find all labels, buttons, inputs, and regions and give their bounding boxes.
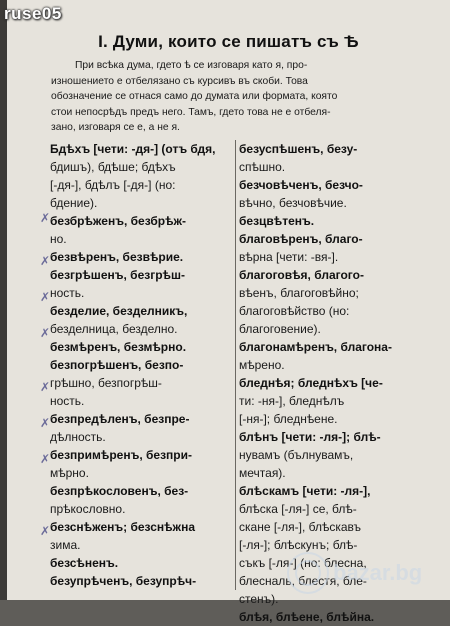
entry-headword-line: блѣя, блѣене, блѣйна. — [239, 610, 375, 624]
watermark-text: bazar.bg — [333, 560, 423, 585]
entry-continuation-line: спѣшно. — [239, 160, 286, 174]
section-title: I. Думи, които се пишатъ съ Ѣ — [98, 32, 359, 51]
entry-headword-line: безпогрѣшенъ, безпо- — [50, 358, 184, 372]
watermark-logo: ruse05 — [4, 4, 62, 23]
column-divider — [235, 140, 236, 590]
entry-headword-line: безсѣненъ. — [50, 556, 119, 570]
entry-continuation-line: благоговѣйство (но: — [239, 304, 350, 318]
pencil-tick-icon: ✗ — [40, 416, 51, 430]
entry-headword-line: блѣскамъ [чети: -ля-], — [239, 484, 371, 498]
intro-line: обозначение се отнася само до думата или формата, която — [51, 91, 338, 102]
entry-continuation-line: [-дя-], бдѣлъ [-дя-] (но: — [50, 178, 176, 192]
intro-line: При всѣка дума, гдето ѣ се изговаря като я, про- — [75, 60, 308, 71]
entry-continuation-line: скане [-ля-], блѣскавъ — [239, 520, 362, 534]
entry-continuation-line: грѣшно, безпогрѣш- — [50, 376, 162, 390]
entry-headword-line: безснѣженъ; безснѣжна — [50, 520, 195, 534]
intro-paragraph — [51, 58, 431, 136]
entry-headword-line: безмѣренъ, безмѣрно. — [50, 340, 187, 354]
entry-continuation-line: стенъ). — [239, 592, 279, 606]
entry-headword-line: благонамѣренъ, благона- — [239, 340, 392, 354]
entry-headword-line: Бдѣхъ [чети: -дя-] (отъ бдя, — [50, 142, 216, 156]
pencil-tick-icon: ✗ — [40, 254, 51, 268]
entry-headword-line: безделие, безделникъ, — [50, 304, 188, 318]
entry-continuation-line: [-ня-]; бледнѣене. — [239, 412, 338, 426]
entry-headword-line: безуспѣшенъ, безу- — [239, 142, 358, 156]
intro-line: стои непосрѣдъ предъ него. Тамъ, гдето това не е отбеля- — [51, 106, 331, 118]
entry-continuation-line: мѣрно. — [50, 466, 89, 480]
entry-continuation-line: вѣенъ, благоговѣйно; — [239, 286, 359, 300]
entry-continuation-line: бдишъ), бдѣше; бдѣхъ — [50, 160, 176, 174]
pencil-tick-icon: ✗ — [40, 524, 51, 538]
entry-continuation-line: блѣска [-ля-] се, блѣ- — [239, 502, 357, 516]
left-column — [50, 140, 235, 590]
entry-headword-line: благоговѣя, благого- — [239, 268, 364, 282]
entry-continuation-line: вѣчно, безчовѣчие. — [239, 196, 347, 210]
entry-continuation-line: съкъ [-ля-] (но: блесна, — [239, 556, 367, 570]
book-page — [7, 0, 450, 624]
pencil-tick-icon: ✗ — [40, 290, 51, 304]
entry-continuation-line: бдение). — [50, 196, 98, 210]
entry-headword-line: безпредѣленъ, безпре- — [50, 412, 190, 426]
entry-headword-line: безпримѣренъ, безпри- — [50, 448, 192, 462]
entry-continuation-line: вѣрна [чети: -вя-]. — [239, 250, 339, 264]
entry-continuation-line: блесналь, блестя, бле- — [239, 574, 367, 588]
entry-headword-line: благовѣренъ, благо- — [239, 232, 363, 246]
book-spine-shadow — [0, 0, 7, 600]
entry-continuation-line: ность. — [50, 286, 85, 300]
entry-headword-line: безчовѣченъ, безчо- — [239, 178, 363, 192]
intro-line: изношението е отбелязано съ курсивъ въ скоби. Това — [51, 75, 308, 87]
pencil-tick-icon: ✗ — [40, 380, 51, 394]
pencil-tick-icon: ✗ — [40, 211, 51, 225]
entry-continuation-line: благоговение). — [239, 322, 321, 336]
pencil-tick-icon: ✗ — [40, 326, 51, 340]
entry-headword-line: безупрѣченъ, безупрѣч- — [50, 574, 197, 588]
entry-continuation-line: дѣлность. — [50, 430, 106, 444]
pencil-tick-icon: ✗ — [40, 452, 51, 466]
entry-continuation-line: нувамъ (бълнувамъ, — [239, 448, 354, 462]
watermark-logo-icon — [283, 548, 448, 598]
entry-continuation-line: [-ля-]; блѣскунъ; блѣ- — [239, 538, 358, 552]
entry-continuation-line: зима. — [50, 538, 81, 552]
entry-headword-line: безцвѣтенъ. — [239, 214, 315, 228]
entry-continuation-line: прѣкословно. — [50, 502, 126, 516]
intro-line: зано, изговаря се е, а не я. — [51, 122, 180, 133]
entry-headword-line: блѣнъ [чети: -ля-]; блѣ- — [239, 430, 381, 444]
entry-continuation-line: мѣрено. — [239, 358, 285, 372]
entry-continuation-line: безделница, безделно. — [50, 322, 178, 336]
entry-continuation-line: ти: -ня-], бледнѣлъ — [239, 394, 345, 408]
entry-headword-line: безбрѣженъ, безбрѣж- — [50, 214, 187, 228]
entry-continuation-line: ность. — [50, 394, 85, 408]
entry-headword-line: безпрѣкословенъ, без- — [50, 484, 189, 498]
entry-headword-line: безгрѣшенъ, безгрѣш- — [50, 268, 185, 282]
entry-continuation-line: мечтая). — [239, 466, 286, 480]
entry-headword-line: бледнѣя; бледнѣхъ [че- — [239, 376, 383, 390]
entry-continuation-line: но. — [50, 232, 67, 246]
entry-headword-line: безвѣренъ, безвѣрие. — [50, 250, 184, 264]
